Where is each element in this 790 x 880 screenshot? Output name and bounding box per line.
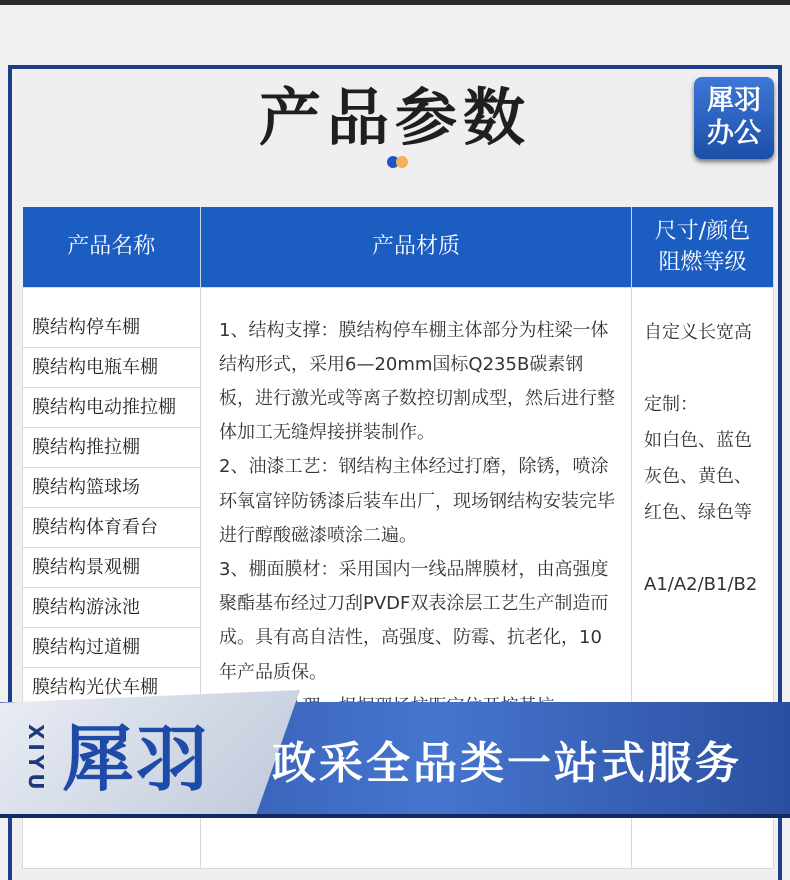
banner-vertical-text: XIYU	[24, 724, 48, 794]
list-item: 膜结构体育看台	[23, 508, 200, 548]
banner-bottom-edge	[0, 814, 790, 818]
material-paragraph-paint: 2、油漆工艺：钢结构主体经过打磨，除锈，喷涂环氧富锌防锈漆后装车出厂，现场钢结构安装完毕进行醇酸磁漆喷涂二遍。	[219, 456, 615, 546]
top-strip	[0, 0, 790, 5]
product-name-list	[23, 288, 200, 708]
spec-colors-line-3: 红色、绿色等	[644, 501, 752, 523]
list-item: 膜结构过道棚	[23, 628, 200, 668]
title-dots-decoration	[387, 156, 417, 168]
material-paragraph-membrane: 3、棚面膜材：采用国内一线品牌膜材，由高强度聚酯基布经过刀刮PVDF双表涂层工艺生产制造而成。具有高自洁性，高强度、防霉、抗老化，10年产品质保。	[219, 558, 609, 683]
spec-fire-rating: A1/A2/B1/B2	[644, 573, 758, 595]
header-product-material: 产品材质	[201, 207, 632, 287]
brand-banner	[0, 702, 790, 818]
stamp-line-1: 犀羽	[707, 85, 761, 116]
material-text	[201, 288, 631, 724]
header-size-color	[632, 207, 774, 287]
spec-size: 自定义长宽高	[644, 321, 752, 343]
list-item: 膜结构电动推拉棚	[23, 388, 200, 428]
header-product-name: 产品名称	[23, 207, 201, 287]
spec-colors-line-2: 灰色、黄色、	[644, 465, 752, 487]
spec-colors-line-1: 如白色、蓝色	[644, 429, 752, 451]
orange-dot	[396, 156, 408, 168]
spec-custom-label: 定制：	[644, 393, 698, 415]
page-title: 产品参数	[258, 81, 531, 154]
header-spec-line-2: 阻燃等级	[658, 249, 747, 275]
list-item: 膜结构光伏车棚	[23, 668, 200, 708]
banner-brand-name: 犀羽	[62, 717, 211, 801]
list-item: 膜结构篮球场	[23, 468, 200, 508]
stamp-line-2: 办公	[707, 118, 761, 149]
table-header-row	[23, 207, 774, 287]
spec-text	[632, 288, 773, 603]
header-spec-line-1: 尺寸/颜色	[654, 218, 751, 244]
list-item: 膜结构推拉棚	[23, 428, 200, 468]
list-item: 膜结构电瓶车棚	[23, 348, 200, 388]
list-item: 膜结构停车棚	[23, 308, 200, 348]
list-item: 膜结构景观棚	[23, 548, 200, 588]
banner-slogan: 政采全品类一站式服务	[272, 738, 742, 789]
list-item: 膜结构游泳池	[23, 588, 200, 628]
material-paragraph-structure: 1、结构支撑：膜结构停车棚主体部分为柱梁一体结构形式，采用6—20mm国标Q235B碳素钢板，进行激光或等离子数控切割成型，然后进行整体加工无缝焊接拼装制作。	[219, 319, 615, 444]
brand-stamp-logo	[694, 77, 774, 159]
